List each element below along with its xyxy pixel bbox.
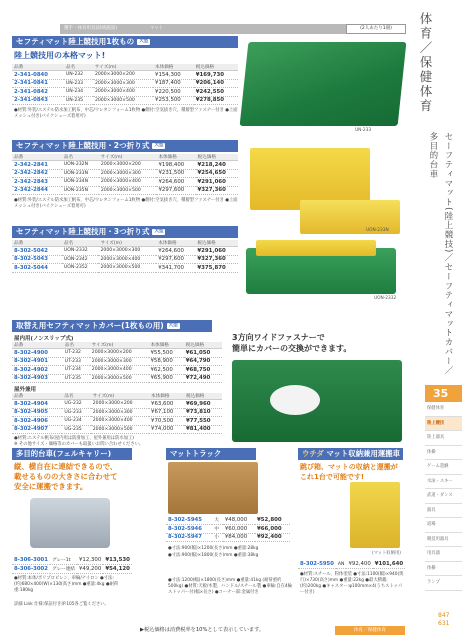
product-code: 2-341-0841 bbox=[12, 79, 64, 88]
section-title: セフティマット陸上競技用1枚もの bbox=[16, 37, 135, 46]
table-cell: 2000×3000×400 bbox=[90, 366, 149, 375]
table-row bbox=[12, 178, 238, 187]
table-cell: UG-232 bbox=[62, 400, 90, 409]
column-header: 本体価格 bbox=[149, 393, 184, 400]
price-cell: ¥70,500 bbox=[149, 417, 184, 426]
table-cell: UN-233 bbox=[64, 79, 93, 88]
price-cell: ¥13,530 bbox=[103, 556, 132, 565]
column-header: 品名 bbox=[62, 393, 90, 400]
price-cell: ¥291,060 bbox=[195, 247, 238, 256]
price-cell: ¥327,360 bbox=[196, 186, 238, 195]
table-row bbox=[298, 560, 405, 569]
index-tab[interactable]: 水泳・スキー bbox=[425, 475, 462, 490]
product-code: 8-302-5044 bbox=[12, 264, 62, 273]
column-header: サイズ(m) bbox=[99, 154, 157, 161]
price-cell: ¥297,600 bbox=[156, 186, 195, 195]
product-code: 2-342-2842 bbox=[12, 169, 62, 178]
column-header: 品番 bbox=[12, 393, 62, 400]
size-tag: 大型 bbox=[139, 39, 149, 44]
carry-subnote: 詳細 Link 仕様:保証付き(P.105各ご覧ください。 bbox=[14, 602, 109, 607]
price-cell: ¥61,050 bbox=[184, 349, 222, 358]
table-cell: 2000×3000×300 bbox=[90, 357, 149, 366]
index-tab[interactable]: 体操 bbox=[425, 446, 462, 461]
column-header: 税込価格 bbox=[195, 240, 238, 247]
section-heading-2 bbox=[12, 140, 238, 152]
table-cell: UN-235 bbox=[64, 96, 93, 105]
order-unit-note: (2人あたり1冊) bbox=[346, 24, 406, 34]
table-cell: 2000×3000×200 bbox=[93, 71, 153, 80]
price-cell: ¥264,600 bbox=[156, 178, 195, 187]
column-header: サイズ(m) bbox=[91, 393, 149, 400]
product-code: 8-302-5950 bbox=[300, 561, 334, 567]
table-row bbox=[12, 71, 238, 80]
price-cell: ¥77,550 bbox=[184, 417, 222, 426]
product-code: 2-341-0843 bbox=[12, 96, 64, 105]
section-title: 取替え用セフティマットカバー(1枚もの用) bbox=[16, 321, 164, 330]
product-code: 2-341-0842 bbox=[12, 88, 64, 97]
storage-cart-description: 跳び箱、マットの収納と運搬が これ1台で可能です! bbox=[300, 463, 398, 481]
table-row bbox=[12, 400, 222, 409]
column-header: 品名 bbox=[62, 240, 99, 247]
price-cell: ¥154,300 bbox=[153, 71, 194, 80]
product-code: 8-302-4906 bbox=[12, 417, 62, 426]
column-header: 税込価格 bbox=[184, 342, 222, 349]
price-cell: ¥58,900 bbox=[149, 357, 184, 366]
column-header: サイズ(m) bbox=[93, 64, 153, 71]
product-code: 8-302-5042 bbox=[12, 247, 62, 256]
size-tag: 大型 bbox=[154, 143, 164, 148]
product-code: 8-302-5946 bbox=[166, 525, 212, 534]
index-tab[interactable]: 競技用器具 bbox=[425, 533, 462, 548]
index-tab[interactable]: 道場 bbox=[425, 518, 462, 533]
subsection-outdoor: 屋外兼用 bbox=[14, 387, 37, 393]
chapter-subtitle: セーフティマット(陸上競技)／セーフティマットカバー／ bbox=[444, 132, 454, 376]
table-row bbox=[166, 533, 290, 542]
carry-note: ●材質:本体/ポリプロピレン、車輪/ナイロン ●寸法:(約)680×400(W)×130(高さ)mm ●重量:4kg ●耐荷重:180kg bbox=[14, 576, 119, 593]
table-cell: AN bbox=[337, 561, 345, 567]
section-heading-1 bbox=[12, 36, 238, 48]
spec-table-2 bbox=[12, 154, 238, 195]
table-cell: UT-235 bbox=[63, 374, 90, 383]
table-row bbox=[12, 161, 238, 170]
price-cell: ¥12,300 bbox=[77, 556, 103, 565]
price-cell: ¥72,490 bbox=[184, 374, 222, 383]
price-cell: ¥81,400 bbox=[184, 425, 222, 434]
table-row bbox=[12, 79, 238, 88]
table-row bbox=[12, 96, 238, 105]
column-header: サイズ(m) bbox=[98, 240, 156, 247]
spec-table-4a bbox=[12, 342, 222, 383]
storage-cart-title: マット収納兼用運搬車 bbox=[326, 449, 401, 458]
page-numbers bbox=[438, 612, 449, 628]
price-cell: ¥73,810 bbox=[184, 408, 222, 417]
price-cell: ¥375,870 bbox=[195, 264, 238, 273]
price-cell: ¥291,060 bbox=[196, 178, 238, 187]
price-cell: ¥242,550 bbox=[194, 88, 238, 97]
carry-description: 縦、横自在に連結できるので、 載せるものの大きさに合わせて 安全に運搬できます。 bbox=[14, 462, 118, 491]
price-cell: ¥64,790 bbox=[184, 357, 222, 366]
price-cell: ¥187,400 bbox=[153, 79, 194, 88]
size-tag: 大型 bbox=[154, 229, 164, 234]
column-header: 本体価格 bbox=[156, 240, 195, 247]
section-title: セフティマット陸上競技用・2つ折り式 bbox=[16, 141, 150, 150]
price-cell: ¥68,750 bbox=[184, 366, 222, 375]
subsection-indoor: 屋内用(ノンスリップ式) bbox=[14, 336, 74, 342]
spec-table-4b bbox=[12, 393, 222, 434]
category-label: 選手・体育用具(陸域施設) bbox=[64, 26, 118, 31]
price-cell: ¥54,120 bbox=[103, 565, 132, 574]
column-header: 本体価格 bbox=[153, 64, 194, 71]
column-header: 品名 bbox=[64, 64, 93, 71]
table-row bbox=[12, 417, 222, 426]
price-cell: ¥220,500 bbox=[153, 88, 194, 97]
table-cell: UG-234 bbox=[62, 417, 90, 426]
spec-note-2: ●材質:外装/エステル防水加工帆布、中芯/ウレタンフォーム1枚物 ●側付:空気抜き穴、積層型ファスナー付き ●上面メッシュ付き(バイクシューズ着用可) bbox=[14, 198, 238, 209]
table-cell: 2000×3000×200 bbox=[91, 400, 149, 409]
table-cell: 2000×3000×200 bbox=[90, 349, 149, 358]
product-code: 8-302-4900 bbox=[12, 349, 63, 358]
spec-table-truck bbox=[166, 516, 290, 542]
column-header: 品番 bbox=[12, 342, 63, 349]
box-heading-truck: マットトラック bbox=[166, 448, 256, 460]
chapter-title: 体育／保健体育 bbox=[418, 12, 433, 114]
table-cell: UN-232 bbox=[64, 71, 93, 80]
index-tab[interactable]: 武道・ダンス bbox=[425, 489, 462, 504]
product-image-mat-truck bbox=[168, 462, 258, 514]
page-number-badge: 35 bbox=[425, 385, 462, 402]
product-code: 8-302-4907 bbox=[12, 425, 62, 434]
top-category-bar bbox=[60, 24, 406, 34]
table-cell: 2000×3000×300 bbox=[99, 169, 157, 178]
table-cell: UON-2352 bbox=[62, 264, 99, 273]
product-code: 8-302-4905 bbox=[12, 408, 62, 417]
price-cell: ¥62,500 bbox=[149, 366, 184, 375]
index-tab[interactable]: 陸上器具 bbox=[425, 431, 462, 446]
spec-table-1 bbox=[12, 64, 238, 105]
price-cell: ¥101,640 bbox=[374, 561, 404, 567]
table-row bbox=[12, 247, 238, 256]
column-header: 品番 bbox=[12, 64, 64, 71]
price-cell: ¥327,360 bbox=[195, 255, 238, 264]
table-cell: 2000×3000×500 bbox=[90, 374, 149, 383]
price-cell: ¥52,800 bbox=[255, 516, 290, 525]
column-header: 品番 bbox=[12, 240, 62, 247]
price-cell: ¥63,600 bbox=[149, 400, 184, 409]
index-tab[interactable]: 器具 bbox=[425, 504, 462, 519]
subcategory-label: マット bbox=[150, 26, 164, 31]
table-row bbox=[12, 255, 238, 264]
image-caption-3: UON-2332 bbox=[374, 296, 397, 301]
table-cell: UG-235 bbox=[62, 425, 90, 434]
index-tab[interactable]: 陸上競技 bbox=[425, 417, 462, 432]
price-cell: ¥65,900 bbox=[149, 374, 184, 383]
table-cell: UT-232 bbox=[63, 349, 90, 358]
table-cell: UON-235N bbox=[62, 186, 99, 195]
price-cell: ¥231,500 bbox=[156, 169, 195, 178]
table-cell: UON-232N bbox=[62, 161, 99, 170]
table-cell: グレー連結 bbox=[50, 565, 77, 574]
cover-callout: 3方向ワイドファスナーで 簡単にカバーの交換ができます。 bbox=[232, 333, 352, 353]
product-code: 8-302-5043 bbox=[12, 255, 62, 264]
table-cell: 2000×3000×200 bbox=[99, 161, 157, 170]
table-row bbox=[12, 186, 238, 195]
product-code: 8-302-5945 bbox=[166, 516, 212, 525]
price-cell: ¥253,500 bbox=[153, 96, 194, 105]
price-cell: ¥74,000 bbox=[149, 425, 184, 434]
product-code: 2-342-2841 bbox=[12, 161, 62, 170]
table-row bbox=[12, 88, 238, 97]
table-row bbox=[12, 366, 222, 375]
truck-note-2: ●寸法:900(幅)×1800(長さ)mm ●重量:38kg bbox=[168, 553, 259, 558]
section-lead: 陸上競技用の本格マット! bbox=[14, 51, 106, 60]
column-header: 品名 bbox=[62, 154, 99, 161]
table-cell: グレー1t bbox=[50, 556, 77, 565]
table-row bbox=[12, 357, 222, 366]
section-title: セフティマット陸上競技用・3つ折り式 bbox=[16, 227, 150, 236]
page-number-b: 631 bbox=[438, 620, 450, 627]
price-cell: ¥264,600 bbox=[156, 247, 195, 256]
table-row bbox=[12, 408, 222, 417]
index-tab[interactable]: 体操 bbox=[425, 562, 462, 577]
table-row bbox=[12, 374, 222, 383]
brand-label: ウチダ bbox=[302, 449, 324, 458]
storage-cart-caption: (マット収納用) bbox=[372, 551, 401, 556]
price-cell: ¥297,600 bbox=[156, 255, 195, 264]
spec-table-carry bbox=[12, 556, 132, 574]
table-cell: 中 bbox=[212, 525, 223, 534]
price-cell: ¥69,960 bbox=[184, 400, 222, 409]
product-code: 2-342-2844 bbox=[12, 186, 62, 195]
price-cell: ¥55,500 bbox=[149, 349, 184, 358]
storage-cart-note: ●材質:スチール、粉体塗装 ●寸法:1100(幅)×940(奥行)×730(高さ)mm ●重量:22kg ●最大積載:(約)200kg ●キャスター:φ100mm×4(うちストッパー付き) bbox=[300, 572, 404, 595]
product-code: 2-342-2843 bbox=[12, 178, 62, 187]
image-caption-2: UON-233N bbox=[366, 228, 389, 233]
price-cell: ¥92,400 bbox=[255, 533, 290, 542]
table-cell: UON-2342 bbox=[62, 255, 99, 264]
table-cell: 2000×3000×400 bbox=[91, 417, 149, 426]
product-image-cover-white bbox=[270, 385, 320, 415]
product-code: 8-306-3001 bbox=[12, 556, 50, 565]
table-row bbox=[12, 556, 132, 565]
table-cell: UON-234N bbox=[62, 178, 99, 187]
price-cell: ¥67,100 bbox=[149, 408, 184, 417]
spec-table-storage-cart bbox=[298, 560, 405, 569]
index-tab[interactable]: 保健体育 bbox=[425, 402, 462, 417]
table-row bbox=[12, 425, 222, 434]
chapter-subtitle-2: 多目的台車 bbox=[429, 132, 439, 179]
table-cell: 大 bbox=[212, 516, 223, 525]
table-cell: 2000×3000×300 bbox=[93, 79, 153, 88]
table-cell: UON-2332 bbox=[62, 247, 99, 256]
table-row bbox=[166, 525, 290, 534]
box-heading-storage-cart bbox=[298, 448, 403, 460]
table-cell: UON-233N bbox=[62, 169, 99, 178]
product-image-cart bbox=[30, 498, 110, 548]
spec-table-3 bbox=[12, 240, 238, 273]
index-tab[interactable]: ランプ bbox=[425, 576, 462, 591]
footer-tax-note: ▶税込価格は消費税率を10%として表示しています。 bbox=[140, 627, 265, 633]
table-cell: UG-233 bbox=[62, 408, 90, 417]
truck-note-1: ●寸法:900(幅)×1200(長さ)mm ●重量:28kg bbox=[168, 546, 259, 551]
product-code: 8-302-4903 bbox=[12, 374, 63, 383]
table-cell: 2000×3000×500 bbox=[98, 264, 156, 273]
product-image-3fold-top bbox=[256, 240, 376, 256]
table-cell: 2000×3000×400 bbox=[93, 88, 153, 97]
price-cell: ¥206,140 bbox=[194, 79, 238, 88]
spec-note-4: ●材質:エステル帆布(屋内用は防滑加工、屋外兼用は防水加工) ※ その他サイズ・価格等のカバーも取扱いお問い合わせください。 bbox=[14, 436, 144, 447]
column-header: 税込価格 bbox=[196, 154, 238, 161]
table-cell: 2000×3000×400 bbox=[98, 255, 156, 264]
product-code: 8-306-3002 bbox=[12, 565, 50, 574]
table-row bbox=[12, 565, 132, 574]
product-code: 2-341-0840 bbox=[12, 71, 64, 80]
price-cell: ¥341,700 bbox=[156, 264, 195, 273]
price-cell: ¥198,400 bbox=[156, 161, 195, 170]
column-header: 品名 bbox=[63, 342, 90, 349]
column-header: 品番 bbox=[12, 154, 62, 161]
price-cell: ¥278,850 bbox=[194, 96, 238, 105]
section-heading-3 bbox=[12, 226, 238, 238]
price-cell: ¥218,240 bbox=[196, 161, 238, 170]
product-code: 8-302-4902 bbox=[12, 366, 63, 375]
table-row bbox=[12, 264, 238, 273]
box-heading-carry: 多目的台車(フェルキャリー) bbox=[12, 448, 132, 460]
table-cell: 2000×3000×500 bbox=[99, 186, 157, 195]
product-code: 8-302-5947 bbox=[166, 533, 212, 542]
price-cell: ¥49,200 bbox=[77, 565, 103, 574]
image-caption-1: UN-233 bbox=[355, 128, 372, 133]
product-code: 8-302-4904 bbox=[12, 400, 62, 409]
size-tag: 大型 bbox=[168, 323, 178, 328]
column-header: 本体価格 bbox=[149, 342, 184, 349]
footer-category-tag: 体育／保健体育 bbox=[335, 626, 405, 635]
table-cell: UT-234 bbox=[63, 366, 90, 375]
index-tab[interactable]: ゲーム遊戯 bbox=[425, 460, 462, 475]
table-cell: UT-233 bbox=[63, 357, 90, 366]
table-cell: 小 bbox=[212, 533, 223, 542]
table-row bbox=[166, 516, 290, 525]
spec-note-1: ●材質:外装/エステル防水加工帆布、中芯/ウレタンフォーム1枚物 ●側付:空気抜き穴、積層型ファスナー付き ●上面メッシュ付き(バイクシューズ着用可) bbox=[14, 108, 238, 119]
column-header: サイズ(m) bbox=[90, 342, 149, 349]
section-heading-4 bbox=[12, 320, 212, 332]
product-image-storage-cart bbox=[350, 482, 400, 548]
page-number-a: 847 bbox=[438, 612, 450, 619]
price-cell: ¥169,730 bbox=[194, 71, 238, 80]
table-cell: 2000×3000×300 bbox=[91, 408, 149, 417]
price-cell: ¥84,000 bbox=[223, 533, 255, 542]
price-cell: ¥66,000 bbox=[255, 525, 290, 534]
index-tab[interactable]: 用具器 bbox=[425, 547, 462, 562]
index-tabs bbox=[425, 402, 462, 591]
table-cell: 2000×3000×500 bbox=[93, 96, 153, 105]
table-row bbox=[12, 169, 238, 178]
price-cell: ¥60,000 bbox=[223, 525, 255, 534]
truck-note-3: ●寸法:1200(幅)×1800(長さ)mm ●重量:41kg (耐荷重約500kg) ●材質:天板/木製、ハンドル/スチール製 ●車輪:自在4輪ストッパー付(幅×長さ) ●コーナー部:金属付き bbox=[168, 578, 292, 595]
table-row bbox=[12, 349, 222, 358]
price-cell: ¥92,400 bbox=[348, 561, 371, 567]
price-cell: ¥254,650 bbox=[196, 169, 238, 178]
column-header: 本体価格 bbox=[156, 154, 195, 161]
product-code: 8-302-4901 bbox=[12, 357, 63, 366]
price-cell: ¥48,000 bbox=[223, 516, 255, 525]
table-cell: 2000×3000×400 bbox=[99, 178, 157, 187]
column-header: 税込価格 bbox=[194, 64, 238, 71]
column-header: 税込価格 bbox=[184, 393, 222, 400]
product-image-green-mat bbox=[240, 42, 407, 126]
table-cell: 2000×3000×500 bbox=[91, 425, 149, 434]
table-cell: UN-234 bbox=[64, 88, 93, 97]
table-cell: 2000×3000×300 bbox=[98, 247, 156, 256]
